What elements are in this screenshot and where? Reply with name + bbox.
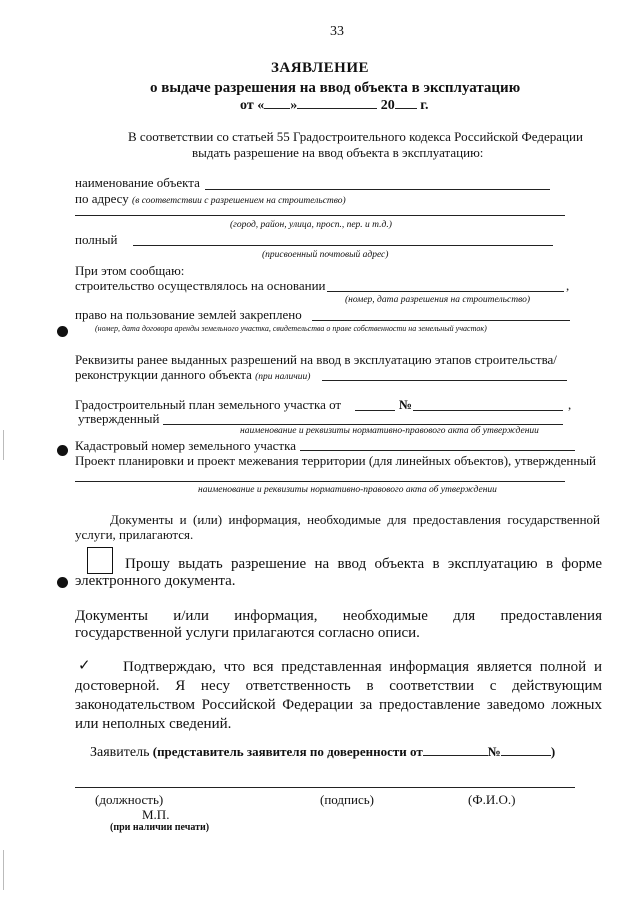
inform-label: При этом сообщаю:	[75, 263, 185, 278]
gpzu-label: Градостроительный план земельного участка от	[75, 397, 342, 412]
cadastral-field[interactable]	[300, 450, 575, 451]
documents-note-line-1: Документы и (или) информация, необходимые для предоставления государственной	[110, 512, 600, 527]
position-caption: (должность)	[95, 792, 164, 807]
date-line	[240, 98, 428, 114]
applicant-line	[90, 744, 555, 761]
date-mid: »	[290, 98, 298, 113]
prev-permits-line-2: реконструкции данного объекта (при наличии)	[75, 367, 311, 382]
full-address-hint: (присвоенный почтовый адрес)	[262, 250, 389, 260]
object-name-field[interactable]	[205, 189, 550, 190]
scan-edge-mark	[3, 850, 4, 890]
address-hint: (город, район, улица, просп., пер. и т.д.)	[230, 220, 392, 230]
stamp-label: М.П.	[142, 807, 170, 822]
construction-hint: (номер, дата разрешения на строительство)	[345, 295, 530, 305]
land-right-hint: (номер, дата договора аренды земельного участка, свидетельства о праве собственности на земельный участок)	[95, 324, 487, 333]
document-subtitle: о выдаче разрешения на ввод объекта в эксплуатацию	[150, 80, 521, 96]
inventory-line-1: Документы и/или информация, необходимые для предоставления	[75, 608, 602, 624]
date-year: 20	[380, 98, 395, 113]
full-address-field[interactable]	[133, 245, 553, 246]
address-field[interactable]	[75, 215, 565, 216]
confirm-line-3: законодательством Российской Федерации за предоставление заведомо ложных	[75, 697, 602, 713]
project-field[interactable]	[75, 481, 565, 482]
prev-permits-line-1: Реквизиты ранее выданных разрешений на ввод в эксплуатацию этапов строительства/	[75, 352, 557, 367]
construction-basis-label: строительство осуществлялось на основании	[75, 278, 326, 293]
applicant-close: )	[550, 744, 556, 759]
full-address-label: полный	[75, 232, 118, 247]
address-label: по адресу (в соответствии с разрешением на строительство)	[75, 191, 346, 206]
check-icon: ✓	[78, 658, 91, 674]
bullet-icon	[57, 326, 68, 337]
confirm-line-1: Подтверждаю, что вся представленная информация является полной и	[123, 659, 602, 675]
gpzu-number-sign: №	[399, 397, 413, 412]
fio-caption: (Ф.И.О.)	[468, 792, 516, 807]
date-suffix: г.	[420, 98, 429, 113]
gpzu-date-field[interactable]	[355, 410, 395, 411]
object-name-label: наименование объекта	[75, 175, 200, 190]
approved-hint: наименование и реквизиты нормативно-правового акта об утверждении	[240, 426, 539, 436]
approved-label: утвержденный	[78, 411, 160, 426]
intro-line-1: В соответствии со статьей 55 Градостроительного кодекса Российской Федерации	[128, 129, 583, 144]
intro-line-2: выдать разрешение на ввод объекта в эксплуатацию:	[192, 145, 484, 160]
construction-comma: ,	[566, 278, 570, 293]
date-prefix: от «	[240, 98, 265, 113]
address-note: (в соответствии с разрешением на строительство)	[132, 196, 346, 206]
signature-caption: (подпись)	[320, 792, 374, 807]
electronic-request-line-2: электронного документа.	[75, 573, 236, 589]
construction-basis-field[interactable]	[327, 291, 564, 292]
page-number: 33	[330, 24, 344, 39]
prev-permits-note: (при наличии)	[255, 372, 311, 382]
project-hint: наименование и реквизиты нормативно-правового акта об утверждении	[198, 485, 497, 495]
signature-field[interactable]	[75, 787, 575, 788]
prev-permits-field[interactable]	[322, 380, 567, 381]
approved-field[interactable]	[163, 424, 563, 425]
bullet-icon	[57, 577, 68, 588]
land-right-label: право на пользование землей закреплено	[75, 307, 302, 322]
confirm-line-2: достоверной. Я несу ответственность в соответствии с действующим	[75, 678, 602, 694]
inventory-line-2: государственной услуги прилагаются согласно описи.	[75, 625, 420, 641]
document-title: ЗАЯВЛЕНИЕ	[270, 60, 370, 76]
bullet-icon	[57, 445, 68, 456]
cadastral-label: Кадастровый номер земельного участка	[75, 438, 296, 453]
applicant-label: Заявитель	[90, 745, 150, 760]
project-label: Проект планировки и проект межевания территории (для линейных объектов), утвержденный	[75, 453, 597, 468]
applicant-representative: (представитель заявителя по доверенности от	[152, 744, 423, 759]
applicant-number-sign: №	[487, 744, 501, 759]
documents-note-line-2: услуги, прилагаются.	[75, 527, 194, 542]
electronic-request-line-1: Прошу выдать разрешение на ввод объекта в эксплуатацию в форме	[125, 556, 602, 572]
land-right-field[interactable]	[312, 320, 570, 321]
confirm-line-4: или неполных сведений.	[75, 716, 232, 732]
scan-edge-mark	[3, 430, 4, 460]
stamp-note: (при наличии печати)	[110, 822, 210, 833]
electronic-document-checkbox[interactable]	[87, 547, 113, 574]
gpzu-number-field[interactable]	[413, 410, 563, 411]
gpzu-comma: ,	[568, 397, 572, 412]
